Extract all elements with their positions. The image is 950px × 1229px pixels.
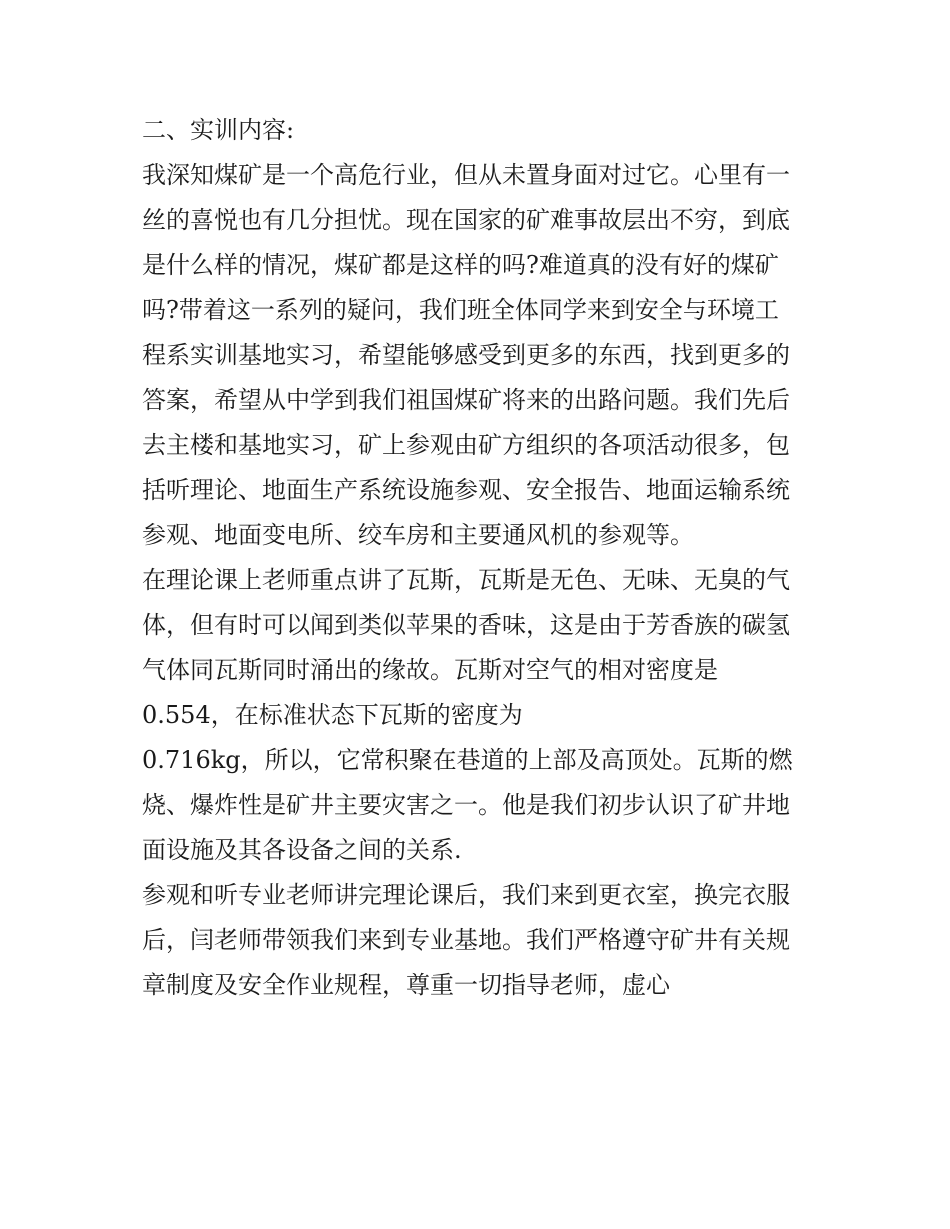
text-line: 吗?带着这一系列的疑问，我们班全体同学来到安全与环境工 [142, 296, 779, 324]
text-line: 后，闫老师带领我们来到专业基地。我们严格遵守矿井有关规 [142, 926, 790, 954]
text-line: 是什么样的情况，煤矿都是这样的吗?难道真的没有好的煤矿 [142, 251, 779, 279]
text-line: 丝的喜悦也有几分担忧。现在国家的矿难事故层出不穷，到底 [142, 206, 790, 234]
text-line: 0.554，在标准状态下瓦斯的密度为 [142, 701, 523, 729]
text-line: 括听理论、地面生产系统设施参观、安全报告、地面运输系统 [142, 476, 790, 504]
text-line: 章制度及安全作业规程，尊重一切指导老师，虚心 [142, 971, 670, 999]
text-line: 面设施及其各设备之间的关系. [142, 836, 462, 864]
text-line: 在理论课上老师重点讲了瓦斯，瓦斯是无色、无味、无臭的气 [142, 566, 790, 594]
text-line: 参观和听专业老师讲完理论课后，我们来到更衣室，换完衣服 [142, 881, 790, 909]
text-line: 参观、地面变电所、绞车房和主要通风机的参观等。 [142, 521, 694, 549]
text-line: 去主楼和基地实习，矿上参观由矿方组织的各项活动很多，包 [142, 431, 790, 459]
text-line: 烧、爆炸性是矿井主要灾害之一。他是我们初步认识了矿井地 [142, 791, 790, 819]
text-line: 体，但有时可以闻到类似苹果的香味，这是由于芳香族的碳氢 [142, 611, 790, 639]
text-line: 气体同瓦斯同时涌出的缘故。瓦斯对空气的相对密度是 [142, 656, 718, 684]
section-heading: 二、实训内容: [142, 116, 295, 144]
text-line: 我深知煤矿是一个高危行业，但从未置身面对过它。心里有一 [142, 161, 790, 189]
document-body [142, 108, 832, 1008]
text-line: 答案，希望从中学到我们祖国煤矿将来的出路问题。我们先后 [142, 386, 790, 414]
text-line: 0.716kg，所以，它常积聚在巷道的上部及高顶处。瓦斯的燃 [142, 746, 793, 774]
text-line: 程系实训基地实习，希望能够感受到更多的东西，找到更多的 [142, 341, 790, 369]
